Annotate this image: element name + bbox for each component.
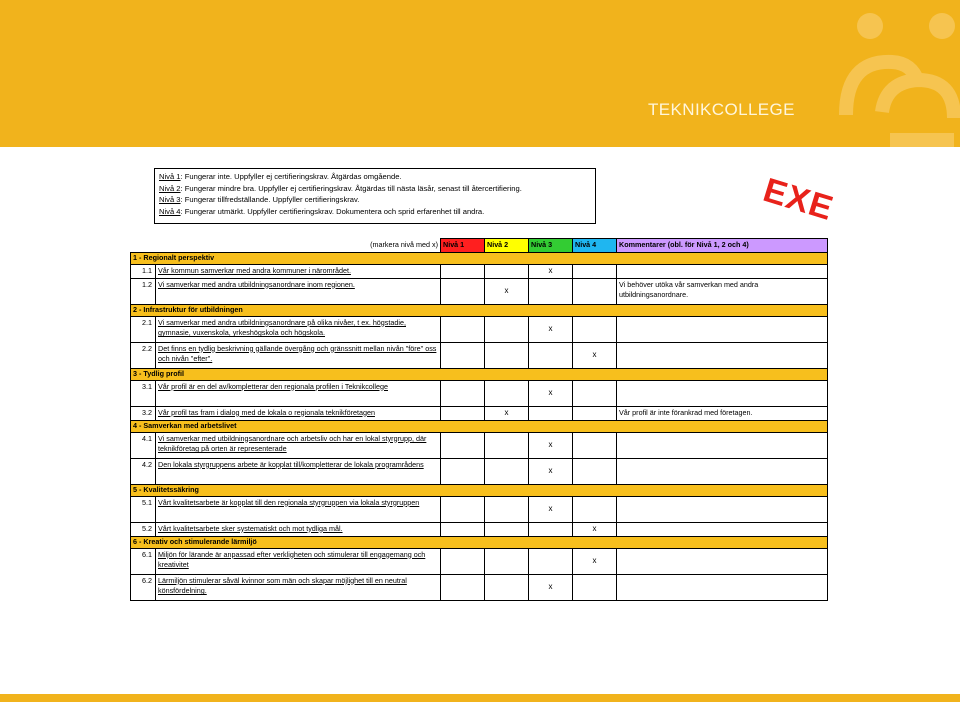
row-number: 5.2 — [131, 522, 156, 536]
comment-cell[interactable]: Vår profil är inte förankrad med företagen. — [617, 406, 828, 420]
criterion-text: Den lokala styrgruppens arbete är kopplat till/kompletterar de lokala programrådens — [158, 459, 424, 469]
criterion-cell — [156, 548, 441, 574]
row-number: 5.1 — [131, 496, 156, 522]
level-1-cell[interactable] — [441, 432, 485, 458]
level-3-cell[interactable]: x — [529, 432, 573, 458]
level-4-cell[interactable] — [573, 432, 617, 458]
table-row — [131, 316, 828, 342]
comment-cell[interactable] — [617, 264, 828, 278]
legend-line: Nivå 3: Fungerar tillfredställande. Uppfyller certifieringskrav. — [159, 195, 360, 204]
comment-cell[interactable] — [617, 574, 828, 600]
row-number: 1.2 — [131, 278, 156, 304]
level-3-cell[interactable]: x — [529, 496, 573, 522]
section-row — [131, 304, 828, 316]
legend-line: Nivå 4: Fungerar utmärkt. Uppfyller certifieringskrav. Dokumentera och sprid erfarenhet till andra. — [159, 206, 485, 216]
level-4-cell[interactable]: x — [573, 342, 617, 368]
level-1-cell[interactable] — [441, 380, 485, 406]
section-title: 4 - Samverkan med arbetslivet — [131, 420, 828, 432]
criterion-cell — [156, 316, 441, 342]
level-3-cell[interactable] — [529, 342, 573, 368]
table-row — [131, 458, 828, 484]
level-4-cell[interactable] — [573, 316, 617, 342]
criterion-text: Vi samverkar med andra utbildningsanordnare på olika nivåer, t ex. högstadie, gymnasie, vuxenskola, yrkeshögskola och högskola. — [158, 317, 406, 337]
criterion-cell — [156, 522, 441, 536]
comment-cell[interactable] — [617, 342, 828, 368]
level-2-cell[interactable]: x — [485, 406, 529, 420]
mark-hint: (markera nivå med x) — [156, 239, 441, 253]
row-number: 3.1 — [131, 380, 156, 406]
level-1-cell[interactable] — [441, 406, 485, 420]
comment-cell[interactable] — [617, 316, 828, 342]
level-4-cell[interactable]: x — [573, 522, 617, 536]
table-row — [131, 522, 828, 536]
level-3-cell[interactable] — [529, 278, 573, 304]
level-1-cell[interactable] — [441, 548, 485, 574]
level-4-cell[interactable] — [573, 458, 617, 484]
level-3-cell[interactable]: x — [529, 574, 573, 600]
level-1-cell[interactable] — [441, 316, 485, 342]
header-level-3: Nivå 3 — [529, 239, 573, 253]
comment-cell[interactable]: Vi behöver utöka vår samverkan med andra utbildningsanordnare. — [617, 278, 828, 304]
table-row — [131, 432, 828, 458]
table-row — [131, 380, 828, 406]
level-4-cell[interactable] — [573, 264, 617, 278]
table-header-row — [131, 239, 828, 253]
evaluation-table — [130, 238, 828, 601]
comment-cell[interactable] — [617, 496, 828, 522]
legend-line: Nivå 1: Fungerar inte. Uppfyller ej certifieringskrav. Åtgärdas omgående. — [159, 172, 402, 181]
level-3-cell[interactable] — [529, 522, 573, 536]
level-1-cell[interactable] — [441, 574, 485, 600]
comment-cell[interactable] — [617, 380, 828, 406]
header-comments: Kommentarer (obl. för Nivå 1, 2 och 4) — [617, 239, 828, 253]
level-1-cell[interactable] — [441, 496, 485, 522]
criterion-text: Miljön för lärande är anpassad efter verkligheten och stimulerar till engagemang och kreativitet — [158, 549, 426, 569]
table-row — [131, 264, 828, 278]
level-2-cell[interactable] — [485, 264, 529, 278]
criterion-text: Vår profil tas fram i dialog med de lokala o regionala teknikföretagen — [158, 407, 375, 417]
level-2-cell[interactable] — [485, 432, 529, 458]
level-3-cell[interactable]: x — [529, 316, 573, 342]
table-row — [131, 496, 828, 522]
comment-cell[interactable] — [617, 432, 828, 458]
level-2-cell[interactable] — [485, 342, 529, 368]
table-row — [131, 406, 828, 420]
section-row — [131, 420, 828, 432]
level-4-cell[interactable]: x — [573, 548, 617, 574]
criterion-cell — [156, 574, 441, 600]
level-2-cell[interactable] — [485, 316, 529, 342]
row-number: 2.2 — [131, 342, 156, 368]
row-number: 2.1 — [131, 316, 156, 342]
level-3-cell[interactable]: x — [529, 380, 573, 406]
criterion-text: Vi samverkar med andra utbildningsanordnare inom regionen. — [158, 279, 355, 289]
evaluation-document — [130, 165, 838, 605]
section-row — [131, 484, 828, 496]
level-4-cell[interactable] — [573, 496, 617, 522]
criterion-cell — [156, 278, 441, 304]
level-2-cell[interactable] — [485, 496, 529, 522]
table-row — [131, 574, 828, 600]
level-2-cell[interactable] — [485, 458, 529, 484]
criterion-text: Vår profil är en del av/kompletterar den regionala profilen i Teknikcollege — [158, 381, 388, 391]
criterion-cell — [156, 458, 441, 484]
row-number: 4.2 — [131, 458, 156, 484]
criterion-cell — [156, 432, 441, 458]
criterion-cell — [156, 380, 441, 406]
level-3-cell[interactable] — [529, 548, 573, 574]
table-row — [131, 342, 828, 368]
header-level-4: Nivå 4 — [573, 239, 617, 253]
legend-line: Nivå 2: Fungerar mindre bra. Uppfyller ej certifieringskrav. Åtgärdas till nästa läsår, senast till återcertifiering. — [159, 183, 522, 193]
level-2-cell[interactable] — [485, 548, 529, 574]
comment-cell[interactable] — [617, 548, 828, 574]
criterion-cell — [156, 264, 441, 278]
level-4-cell[interactable] — [573, 278, 617, 304]
comment-cell[interactable] — [617, 458, 828, 484]
header-level-1: Nivå 1 — [441, 239, 485, 253]
row-number: 6.1 — [131, 548, 156, 574]
footer-line — [0, 694, 960, 702]
level-legend — [154, 168, 596, 224]
level-4-cell[interactable] — [573, 406, 617, 420]
table-row — [131, 548, 828, 574]
section-title: 3 - Tydlig profil — [131, 368, 828, 380]
comment-cell[interactable] — [617, 522, 828, 536]
header-banner — [0, 0, 960, 147]
level-1-cell[interactable] — [441, 522, 485, 536]
level-2-cell[interactable] — [485, 574, 529, 600]
level-4-cell[interactable] — [573, 574, 617, 600]
section-row — [131, 252, 828, 264]
section-row — [131, 536, 828, 548]
section-title: 2 - Infrastruktur för utbildningen — [131, 304, 828, 316]
level-3-cell[interactable] — [529, 406, 573, 420]
teknikcollege-logo-icon — [830, 0, 960, 147]
criterion-text: Det finns en tydlig beskrivning gällande övergång och gränssnitt mellan nivån "före" oss och nivån "efter". — [158, 343, 437, 363]
row-number: 1.1 — [131, 264, 156, 278]
criterion-text: Vi samverkar med utbildningsanordnare och arbetsliv och har en lokal styrgrupp, där teknikföretag på orten är representerade — [158, 433, 427, 453]
criterion-text: Vårt kvalitetsarbete är kopplat till den regionala styrgruppen via lokala styrgruppen — [158, 497, 420, 507]
criterion-cell — [156, 406, 441, 420]
section-title: 1 - Regionalt perspektiv — [131, 252, 828, 264]
criterion-cell — [156, 496, 441, 522]
criterion-text: Vår kommun samverkar med andra kommuner i närområdet. — [158, 265, 351, 275]
level-3-cell[interactable]: x — [529, 458, 573, 484]
criterion-text: Vårt kvalitetsarbete sker systematiskt och mot tydliga mål. — [158, 523, 343, 533]
level-2-cell[interactable] — [485, 380, 529, 406]
criterion-text: Lärmiljön stimulerar såväl kvinnor som män och skapar möjlighet till en neutral könsfördelning. — [158, 575, 407, 595]
section-title: 6 - Kreativ och stimulerande lärmiljö — [131, 536, 828, 548]
level-2-cell[interactable]: x — [485, 278, 529, 304]
level-4-cell[interactable] — [573, 380, 617, 406]
level-1-cell[interactable] — [441, 458, 485, 484]
row-number: 3.2 — [131, 406, 156, 420]
table-row — [131, 278, 828, 304]
level-3-cell[interactable]: x — [529, 264, 573, 278]
brand-name: TEKNIKCOLLEGE — [648, 100, 795, 119]
header-level-2: Nivå 2 — [485, 239, 529, 253]
level-1-cell[interactable] — [441, 278, 485, 304]
section-row — [131, 368, 828, 380]
row-number: 6.2 — [131, 574, 156, 600]
criterion-cell — [156, 342, 441, 368]
level-1-cell[interactable] — [441, 342, 485, 368]
row-number: 4.1 — [131, 432, 156, 458]
level-1-cell[interactable] — [441, 264, 485, 278]
level-2-cell[interactable] — [485, 522, 529, 536]
section-title: 5 - Kvalitetssäkring — [131, 484, 828, 496]
example-stamp: EXE — [758, 171, 838, 229]
